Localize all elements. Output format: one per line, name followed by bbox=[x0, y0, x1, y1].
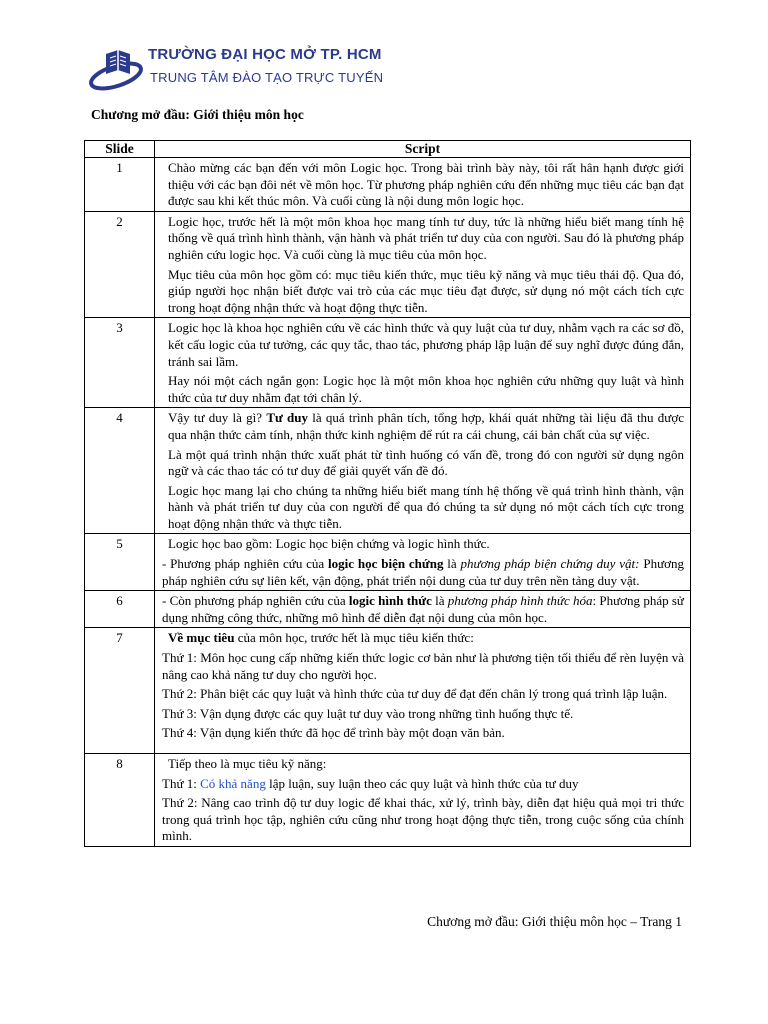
script-cell bbox=[155, 591, 691, 628]
script-cell bbox=[155, 408, 691, 534]
script-paragraph: Thứ 2: Phân biệt các quy luật và hình thức của tư duy để đạt đến chân lý trong quá trình lập luận. bbox=[162, 686, 668, 702]
text-span: là quá trình phân tích, tổng hợp, khái quát những tài liệu đã thu được qua nhận thức cảm tính, nhận thức kinh nghiệm để rút ra cái chung, cái bản chất của sự việc. bbox=[168, 410, 684, 442]
bold-term: Về mục tiêu bbox=[168, 630, 235, 646]
script-paragraph: Thứ 4: Vận dụng kiến thức đã học để trình bày một đoạn văn bản. bbox=[162, 725, 505, 741]
script-cell bbox=[155, 754, 691, 847]
script-cell bbox=[155, 628, 691, 754]
page-footer: Chương mở đầu: Giới thiệu môn học – Trang 1 bbox=[427, 914, 682, 929]
text-span: là bbox=[443, 556, 461, 572]
script-paragraph bbox=[162, 593, 684, 626]
slide-number: 8 bbox=[85, 754, 155, 847]
table-row bbox=[85, 591, 691, 628]
table-header-row bbox=[85, 141, 691, 158]
table-row bbox=[85, 534, 691, 591]
text-span: Phương pháp nghiên cứu sự liên kết, vận động, phát triển nội dung của tư duy trên nền tảng duy vật. bbox=[162, 556, 684, 588]
script-paragraph: Chào mừng các bạn đến với môn Logic học. Trong bài trình bày này, tôi rất hân hạnh được giới thiệu với các bạn đôi nét về môn học. Từ phương pháp nghiên cứu đến những mục tiêu các bạn đạt được sau khi kết thúc môn. Và cuối cùng là nội dung môn logic học. bbox=[168, 160, 684, 209]
text-span: là bbox=[431, 593, 448, 609]
script-table bbox=[84, 140, 691, 847]
script-paragraph: Hay nói một cách ngắn gọn: Logic học là một môn khoa học nghiên cứu những quy luật và hình thức của tư duy nhằm đạt tới chân lý. bbox=[168, 373, 684, 405]
text-span: - Còn phương pháp nghiên cứu của bbox=[162, 593, 349, 609]
script-paragraph: Thứ 1: Môn học cung cấp những kiến thức logic cơ bản như là phương tiện tối thiểu để rèn luyện và nâng cao khả năng tư duy cho người học. bbox=[162, 650, 684, 682]
highlighted-text: Có khả năng bbox=[200, 775, 266, 791]
script-paragraph bbox=[162, 776, 684, 793]
script-cell bbox=[155, 211, 691, 318]
text-span: Thứ 1: bbox=[162, 775, 201, 791]
book-globe-icon bbox=[88, 44, 148, 96]
chapter-title: Chương mở đầu: Giới thiệu môn học bbox=[91, 107, 304, 122]
slide-number: 3 bbox=[85, 318, 155, 408]
bold-term: logic học biện chứng bbox=[328, 556, 444, 572]
script-paragraph: Tiếp theo là mục tiêu kỹ năng: bbox=[168, 756, 327, 771]
header-script: Script bbox=[155, 141, 691, 158]
table-row bbox=[85, 318, 691, 408]
university-logo bbox=[88, 40, 384, 100]
text-span: lập luận, suy luận theo các quy luật và hình thức của tư duy bbox=[265, 775, 579, 791]
slide-number: 1 bbox=[85, 158, 155, 212]
italic-term: phương pháp hình thức hóa bbox=[447, 593, 593, 609]
script-cell bbox=[155, 318, 691, 408]
slide-number: 2 bbox=[85, 211, 155, 318]
script-paragraph bbox=[162, 556, 684, 589]
text-span: : Phương pháp sử dụng những công thức, những mô hình để diễn đạt nội dung của môn học. bbox=[162, 593, 684, 625]
script-paragraph: Logic học mang lại cho chúng ta những hiểu biết mang tính hệ thống về quá trình hình thành, vận hành và phát triển tư duy của con người để qua đó chúng ta sử dụng nó một cách tích cực trong hoạt động nhận thức và thực tiễn. bbox=[168, 482, 684, 531]
slide-number: 6 bbox=[85, 591, 155, 628]
text-span: - Phương pháp nghiên cứu của bbox=[162, 556, 329, 572]
script-paragraph: Thứ 3: Vận dụng được các quy luật tư duy vào trong những tình huống thực tế. bbox=[162, 705, 574, 721]
script-paragraph: Logic học là khoa học nghiên cứu về các hình thức và quy luật của tư duy, nhằm vạch ra các sơ đồ, kết cấu logic của tư tưởng, các quy tắc, thao tác, phương pháp lập luận để suy nghĩ được đúng đắn, tránh sai lầm. bbox=[168, 320, 684, 369]
text-span: Vậy tư duy là gì? bbox=[168, 410, 267, 426]
script-paragraph: Là một quá trình nhận thức xuất phát từ tình huống có vấn đề, trong đó con người sử dụng ngôn ngữ và các thao tác có tư duy để giải quyết vấn đề đó. bbox=[168, 446, 684, 479]
script-paragraph: Logic học bao gồm: Logic học biện chứng và logic hình thức. bbox=[168, 536, 490, 552]
table-row bbox=[85, 158, 691, 212]
script-paragraph: Logic học, trước hết là một môn khoa học mang tính tư duy, tức là những hiểu biết mang tính hệ thống về quá trình hình thành, vận hành và phát triển tư duy của con người. Sau đó là phương pháp nghiên cứu logic học. Và cuối cùng là mục tiêu của môn học. bbox=[168, 213, 684, 262]
text-span: của môn học, trước hết là mục tiêu kiến thức: bbox=[234, 630, 474, 646]
script-paragraph bbox=[168, 410, 684, 443]
table-row bbox=[85, 628, 691, 754]
header-slide: Slide bbox=[85, 141, 155, 158]
script-paragraph: Mục tiêu của môn học gồm có: mục tiêu kiến thức, mục tiêu kỹ năng và mục tiêu thái độ. Qua đó, giúp người học nhận biết được vai trò của các mục tiêu đạt được, sử dụng nó một cách tích cực trong hoạt động nhận thức và hoạt động thực tiễn. bbox=[168, 266, 684, 315]
bold-term: logic hình thức bbox=[348, 593, 432, 609]
table-row bbox=[85, 211, 691, 318]
script-cell bbox=[155, 158, 691, 212]
bold-term: Tư duy bbox=[266, 410, 308, 426]
table-row bbox=[85, 408, 691, 534]
italic-term: phương pháp biện chứng duy vật: bbox=[460, 556, 640, 572]
script-cell bbox=[155, 534, 691, 591]
script-paragraph bbox=[162, 630, 684, 647]
script-paragraph: Thứ 2: Nâng cao trình độ tư duy logic để khai thác, xử lý, trình bày, diễn đạt hiệu quả mọi tri thức trong quá trình học tập, nghiên cứu cũng như trong hoạt động thực tiễn, trong cuộc sống của chính mình. bbox=[162, 795, 684, 844]
table-row bbox=[85, 754, 691, 847]
logo-university-name: TRƯỜNG ĐẠI HỌC MỞ TP. HCM bbox=[148, 46, 382, 63]
logo-center-name: TRUNG TÂM ĐÀO TẠO TRỰC TUYẾN bbox=[150, 70, 384, 85]
slide-number: 7 bbox=[85, 628, 155, 754]
slide-number: 4 bbox=[85, 408, 155, 534]
slide-number: 5 bbox=[85, 534, 155, 591]
